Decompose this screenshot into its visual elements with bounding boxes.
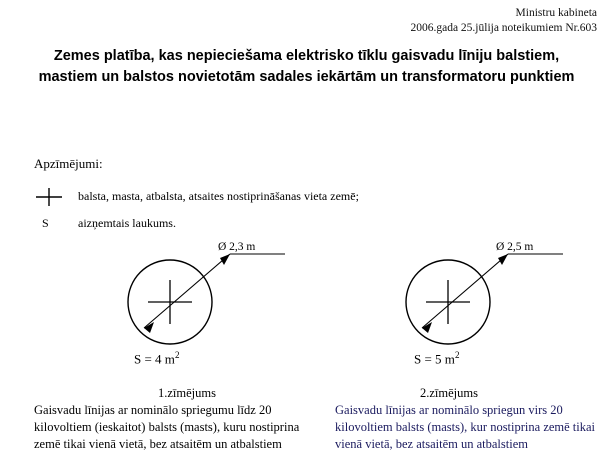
- figure-1-area-exponent: 2: [174, 350, 180, 360]
- figure-1: [110, 240, 300, 370]
- figure-2-description: Gaisvadu līnijas ar nominālo spriegun virs 20 kilovoltiem balsts (masts), kur nostiprina zemē tikai vienā vietā, bez atsaitēm un atbalstiem: [335, 403, 596, 451]
- figure-2: [400, 240, 590, 370]
- figure-1-diameter-label: Ø 2,3 m: [218, 241, 256, 253]
- figure-2-caption: 2.zīmējums: [420, 386, 478, 400]
- figure-2-diameter-label: Ø 2,5 m: [496, 241, 534, 253]
- legend-item-2-label: aizņemtais laukums.: [78, 216, 176, 230]
- figure-1-caption: 1.zīmējums: [158, 386, 216, 400]
- header-line-1: Ministru kabineta: [515, 7, 597, 19]
- header-line-2: 2006.gada 25.jūlija noteikumiem Nr.603: [410, 22, 597, 34]
- document-header: [410, 6, 597, 36]
- figure-2-area-label: S = 5 $m^2$: [414, 350, 460, 367]
- area-symbol-label: S: [42, 216, 49, 230]
- page-title: Zemes platība, kas nepieciešama elektrisko tīklu gaisvadu līniju balstiem, mastiem un balstos novietotām sadales iekārtām un transformatoru punktiem: [38, 48, 575, 85]
- figure-1-area-label: S = 4 $m^2$: [134, 350, 180, 367]
- legend-heading: Apzīmējumi:: [34, 156, 103, 171]
- legend-item-1-label: balsta, masta, atbalsta, atsaites nostiprināšanas vieta zemē;: [78, 189, 359, 203]
- figure-1-description: Gaisvadu līnijas ar nominālo spriegumu līdz 20 kilovoltiem (ieskaitot) balsts (masts), kuru nostiprina zemē tikai vienā vietā, bez atsaitēm un atbalstiem: [34, 403, 300, 451]
- figure-2-area-exponent: 2: [454, 350, 460, 360]
- cross-marker-icon: [34, 187, 64, 207]
